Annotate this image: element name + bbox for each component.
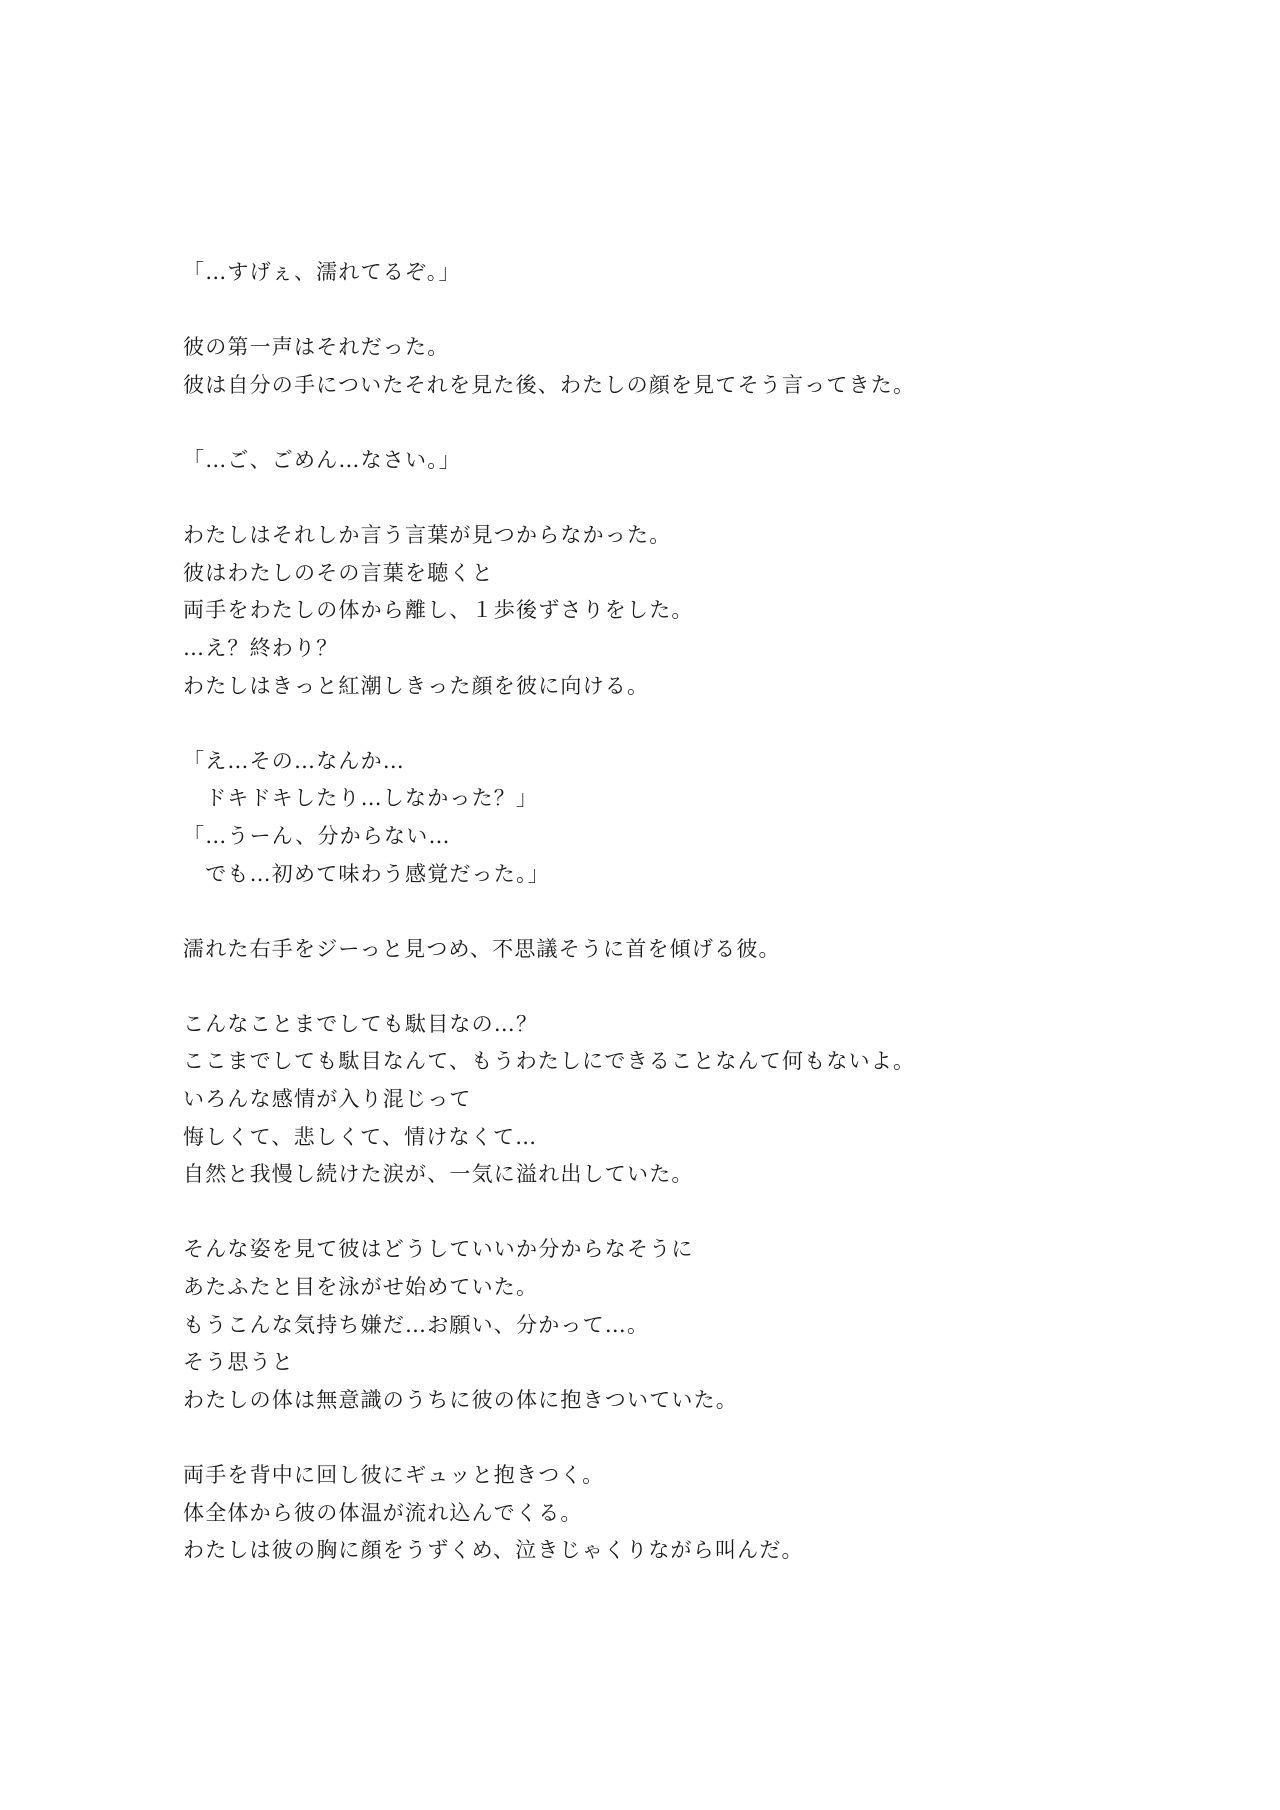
blank-line: [183, 705, 1183, 743]
text-line: 彼は自分の手についたそれを見た後、わたしの顔を見てそう言ってきた。: [183, 372, 916, 397]
text-line: …え？終わり？: [183, 635, 339, 660]
blank-line: [183, 1194, 1183, 1232]
text-line: 「…すげぇ、濡れてるぞ。」: [183, 260, 461, 284]
blank-line: [183, 893, 1183, 931]
text-line: 悔しくて、悲しくて、情けなくて…: [183, 1124, 538, 1149]
text-line: 濡れた右手をジーっと見つめ、不思議そうに首を傾げる彼。: [183, 936, 781, 961]
text-line: 彼の第一声はそれだった。: [183, 335, 450, 360]
text-line: こんなことまでしても駄目なの…？: [183, 1011, 539, 1036]
text-line: そんな姿を見て彼はどうしていいか分からなそうに: [183, 1237, 694, 1262]
text-line: でも…初めて味わう感覚だった。」: [183, 861, 550, 886]
text-line: わたしは彼の胸に顔をうずくめ、泣きじゃくりながら叫んだ。: [183, 1538, 804, 1563]
story-text: [183, 254, 1183, 1570]
text-line: わたしの体は無意識のうちに彼の体に抱きついていた。: [183, 1387, 738, 1412]
text-line: 体全体から彼の体温が流れ込んでくる。: [183, 1500, 583, 1525]
text-line: 「…うーん、分からない…: [183, 823, 451, 848]
blank-line: [183, 1419, 1183, 1457]
blank-line: [183, 480, 1183, 518]
text-line: わたしはそれしか言う言葉が見つからなかった。: [183, 523, 672, 548]
text-line: そう思うと: [183, 1350, 294, 1375]
blank-line: [183, 292, 1183, 330]
text-line: あたふたと目を泳がせ始めていた。: [183, 1275, 539, 1300]
text-line: ドキドキしたり…しなかった？」: [183, 786, 539, 811]
text-line: 「…ご、ごめん…なさい。」: [183, 447, 462, 472]
text-line: わたしはきっと紅潮しきった顔を彼に向ける。: [183, 673, 650, 698]
blank-line: [183, 968, 1183, 1006]
text-line: もうこんな気持ち嫌だ…お願い、分かって…。: [183, 1312, 650, 1337]
text-line: 彼はわたしのその言葉を聴くと: [183, 560, 494, 585]
text-line: 自然と我慢し続けた涙が、一気に溢れ出していた。: [183, 1162, 694, 1187]
blank-line: [183, 404, 1183, 442]
text-line: 両手をわたしの体から離し、１歩後ずさりをした。: [183, 598, 694, 623]
text-line: 「え…その…なんか…: [183, 748, 405, 773]
text-line: いろんな感情が入り混じって: [183, 1087, 472, 1112]
text-line: ここまでしても駄目なんて、もうわたしにできることなんて何もないよ。: [183, 1049, 916, 1074]
text-line: 両手を背中に回し彼にギュッと抱きつく。: [183, 1463, 605, 1487]
